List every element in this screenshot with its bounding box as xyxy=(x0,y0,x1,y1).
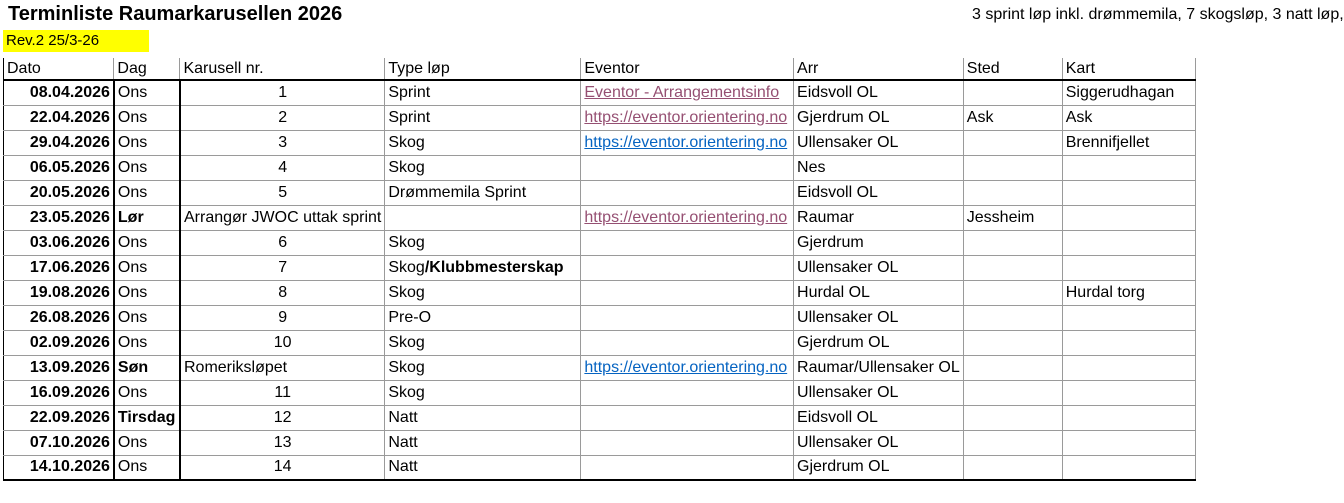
date-cell[interactable]: 02.09.2026 xyxy=(4,330,114,355)
table-row xyxy=(4,80,1196,105)
column-header-arr[interactable]: Arr xyxy=(794,58,964,80)
day-cell[interactable]: Ons xyxy=(114,430,180,455)
race-type-text: Skog xyxy=(388,258,425,276)
race-number-cell[interactable]: 14 xyxy=(180,455,385,480)
day-cell[interactable]: Ons xyxy=(114,330,180,355)
race-number-cell[interactable]: 8 xyxy=(180,280,385,305)
eventor-cell[interactable] xyxy=(581,455,794,480)
map-cell[interactable] xyxy=(1062,255,1195,280)
eventor-link[interactable]: https://eventor.orientering.no xyxy=(584,133,788,151)
organizer-cell[interactable]: Gjerdrum OL xyxy=(794,105,964,130)
day-cell[interactable]: Ons xyxy=(114,230,180,255)
day-cell[interactable]: Ons xyxy=(114,130,180,155)
race-number-cell[interactable]: 4 xyxy=(180,155,385,180)
date-cell[interactable]: 23.05.2026 xyxy=(4,205,114,230)
map-cell[interactable] xyxy=(1062,330,1195,355)
date-cell[interactable]: 08.04.2026 xyxy=(4,80,114,105)
eventor-cell[interactable] xyxy=(581,180,794,205)
schedule-table xyxy=(3,58,1196,481)
race-number-cell[interactable]: 7 xyxy=(180,255,385,280)
race-number-cell[interactable]: 13 xyxy=(180,430,385,455)
map-cell[interactable] xyxy=(1062,405,1195,430)
organizer-cell[interactable]: Gjerdrum OL xyxy=(794,455,964,480)
date-cell[interactable]: 22.04.2026 xyxy=(4,105,114,130)
location-cell[interactable] xyxy=(963,80,1062,105)
eventor-cell[interactable] xyxy=(581,405,794,430)
table-row xyxy=(4,330,1196,355)
location-cell[interactable] xyxy=(963,180,1062,205)
eventor-link[interactable]: Eventor - Arrangementsinfo xyxy=(584,83,780,101)
race-type-cell[interactable]: Skog xyxy=(385,155,581,180)
day-cell[interactable]: Søn xyxy=(114,355,180,380)
column-header-dato[interactable]: Dato xyxy=(4,58,114,80)
organizer-cell[interactable]: Ullensaker OL xyxy=(794,305,964,330)
organizer-cell[interactable]: Ullensaker OL xyxy=(794,255,964,280)
table-row xyxy=(4,155,1196,180)
table-row xyxy=(4,430,1196,455)
table-row xyxy=(4,355,1196,380)
race-type-cell[interactable]: Natt xyxy=(385,405,581,430)
location-cell[interactable] xyxy=(963,355,1062,380)
table-row xyxy=(4,180,1196,205)
race-type-cell[interactable]: Sprint xyxy=(385,105,581,130)
day-cell[interactable]: Ons xyxy=(114,180,180,205)
eventor-cell[interactable] xyxy=(581,155,794,180)
day-cell[interactable]: Ons xyxy=(114,255,180,280)
location-cell[interactable] xyxy=(963,455,1062,480)
day-cell[interactable]: Ons xyxy=(114,105,180,130)
race-number-cell[interactable]: 6 xyxy=(180,230,385,255)
eventor-cell[interactable] xyxy=(581,255,794,280)
eventor-link[interactable]: https://eventor.orientering.no xyxy=(584,208,788,226)
map-cell[interactable]: Brennifjellet xyxy=(1062,130,1195,155)
organizer-cell[interactable]: Gjerdrum OL xyxy=(794,330,964,355)
date-cell[interactable]: 26.08.2026 xyxy=(4,305,114,330)
race-number-cell[interactable]: 1 xyxy=(180,80,385,105)
location-cell[interactable]: Jessheim xyxy=(963,205,1062,230)
eventor-link[interactable]: https://eventor.orientering.no xyxy=(584,358,788,376)
column-header-eventor[interactable]: Eventor xyxy=(581,58,794,80)
race-number-cell[interactable]: 10 xyxy=(180,330,385,355)
organizer-cell[interactable]: Ullensaker OL xyxy=(794,430,964,455)
date-cell[interactable]: 16.09.2026 xyxy=(4,380,114,405)
eventor-cell[interactable] xyxy=(581,280,794,305)
race-number-cell[interactable]: 9 xyxy=(180,305,385,330)
column-header-sted[interactable]: Sted xyxy=(963,58,1062,80)
race-type-emphasis: /Klubbmesterskap xyxy=(424,258,564,276)
date-cell[interactable]: 22.09.2026 xyxy=(4,405,114,430)
race-number-cell[interactable]: Arrangør JWOC uttak sprint xyxy=(180,205,385,230)
location-cell[interactable] xyxy=(963,155,1062,180)
location-cell[interactable] xyxy=(963,380,1062,405)
location-cell[interactable] xyxy=(963,255,1062,280)
season-summary-note: 3 sprint løp inkl. drømmemila, 7 skogsløp, 3 natt løp, xyxy=(972,6,1344,23)
race-type-cell[interactable]: Pre-O xyxy=(385,305,581,330)
table-row xyxy=(4,455,1196,480)
eventor-cell[interactable] xyxy=(581,430,794,455)
eventor-cell[interactable] xyxy=(581,355,794,380)
organizer-cell[interactable]: Eidsvoll OL xyxy=(794,180,964,205)
map-cell[interactable] xyxy=(1062,180,1195,205)
column-header-kart[interactable]: Kart xyxy=(1062,58,1195,80)
race-type-cell[interactable]: Skog xyxy=(385,330,581,355)
revision-badge[interactable]: Rev.2 25/3-26 xyxy=(3,30,149,52)
date-cell[interactable]: 07.10.2026 xyxy=(4,430,114,455)
location-cell[interactable]: Ask xyxy=(963,105,1062,130)
table-row xyxy=(4,280,1196,305)
location-cell[interactable] xyxy=(963,230,1062,255)
map-cell[interactable] xyxy=(1062,155,1195,180)
date-cell[interactable]: 03.06.2026 xyxy=(4,230,114,255)
organizer-cell[interactable]: Eidsvoll OL xyxy=(794,405,964,430)
race-type-cell[interactable]: Skog xyxy=(385,130,581,155)
race-number-cell[interactable]: 11 xyxy=(180,380,385,405)
organizer-cell[interactable]: Nes xyxy=(794,155,964,180)
race-type-cell[interactable] xyxy=(385,255,581,280)
date-cell[interactable]: 06.05.2026 xyxy=(4,155,114,180)
map-cell[interactable]: Siggerudhagan xyxy=(1062,80,1195,105)
date-cell[interactable]: 20.05.2026 xyxy=(4,180,114,205)
map-cell[interactable] xyxy=(1062,305,1195,330)
column-header-type[interactable]: Type løp xyxy=(385,58,581,80)
race-type-cell[interactable]: Natt xyxy=(385,430,581,455)
race-type-cell[interactable]: Skog xyxy=(385,380,581,405)
race-number-cell[interactable]: 2 xyxy=(180,105,385,130)
eventor-cell[interactable] xyxy=(581,80,794,105)
column-header-karusell[interactable]: Karusell nr. xyxy=(180,58,385,80)
location-cell[interactable] xyxy=(963,130,1062,155)
day-cell[interactable]: Ons xyxy=(114,280,180,305)
map-cell[interactable] xyxy=(1062,230,1195,255)
race-type-cell[interactable]: Skog xyxy=(385,355,581,380)
day-cell[interactable]: Ons xyxy=(114,380,180,405)
race-type-cell[interactable]: Skog xyxy=(385,280,581,305)
date-cell[interactable]: 29.04.2026 xyxy=(4,130,114,155)
table-row xyxy=(4,405,1196,430)
table-row xyxy=(4,130,1196,155)
table-row xyxy=(4,230,1196,255)
race-number-cell[interactable]: 3 xyxy=(180,130,385,155)
location-cell[interactable] xyxy=(963,305,1062,330)
organizer-cell[interactable]: Gjerdrum xyxy=(794,230,964,255)
race-type-cell[interactable]: Skog xyxy=(385,230,581,255)
eventor-link[interactable]: https://eventor.orientering.no xyxy=(584,108,788,126)
day-cell[interactable]: Ons xyxy=(114,305,180,330)
day-cell[interactable]: Ons xyxy=(114,455,180,480)
map-cell[interactable] xyxy=(1062,455,1195,480)
sheet-title: Terminliste Raumarkarusellen 2026 xyxy=(8,3,343,25)
eventor-cell[interactable] xyxy=(581,380,794,405)
organizer-cell[interactable]: Ullensaker OL xyxy=(794,130,964,155)
eventor-cell[interactable] xyxy=(581,105,794,130)
table-row xyxy=(4,255,1196,280)
date-cell[interactable]: 19.08.2026 xyxy=(4,280,114,305)
organizer-cell[interactable]: Raumar xyxy=(794,205,964,230)
map-cell[interactable] xyxy=(1062,205,1195,230)
table-row xyxy=(4,305,1196,330)
map-cell[interactable] xyxy=(1062,380,1195,405)
organizer-cell[interactable]: Eidsvoll OL xyxy=(794,80,964,105)
date-cell[interactable]: 17.06.2026 xyxy=(4,255,114,280)
location-cell[interactable] xyxy=(963,405,1062,430)
race-type-cell[interactable]: Drømmemila Sprint xyxy=(385,180,581,205)
column-header-dag[interactable]: Dag xyxy=(114,58,180,80)
race-number-cell[interactable]: 12 xyxy=(180,405,385,430)
map-cell[interactable]: Ask xyxy=(1062,105,1195,130)
map-cell[interactable] xyxy=(1062,355,1195,380)
map-cell[interactable] xyxy=(1062,430,1195,455)
organizer-cell[interactable]: Ullensaker OL xyxy=(794,380,964,405)
table-row xyxy=(4,105,1196,130)
race-number-cell[interactable]: Romeriksløpet xyxy=(180,355,385,380)
location-cell[interactable] xyxy=(963,330,1062,355)
location-cell[interactable] xyxy=(963,280,1062,305)
race-type-cell[interactable] xyxy=(385,205,581,230)
day-cell[interactable]: Tirsdag xyxy=(114,405,180,430)
race-type-cell[interactable]: Sprint xyxy=(385,80,581,105)
date-cell[interactable]: 13.09.2026 xyxy=(4,355,114,380)
organizer-cell[interactable]: Raumar/Ullensaker OL xyxy=(794,355,964,380)
day-cell[interactable]: Lør xyxy=(114,205,180,230)
location-cell[interactable] xyxy=(963,430,1062,455)
eventor-cell[interactable] xyxy=(581,230,794,255)
eventor-cell[interactable] xyxy=(581,305,794,330)
day-cell[interactable]: Ons xyxy=(114,80,180,105)
organizer-cell[interactable]: Hurdal OL xyxy=(794,280,964,305)
table-row xyxy=(4,380,1196,405)
date-cell[interactable]: 14.10.2026 xyxy=(4,455,114,480)
eventor-cell[interactable] xyxy=(581,205,794,230)
eventor-cell[interactable] xyxy=(581,330,794,355)
race-type-cell[interactable]: Natt xyxy=(385,455,581,480)
map-cell[interactable]: Hurdal torg xyxy=(1062,280,1195,305)
table-row xyxy=(4,205,1196,230)
eventor-cell[interactable] xyxy=(581,130,794,155)
header-row xyxy=(4,58,1196,80)
day-cell[interactable]: Ons xyxy=(114,155,180,180)
race-number-cell[interactable]: 5 xyxy=(180,180,385,205)
